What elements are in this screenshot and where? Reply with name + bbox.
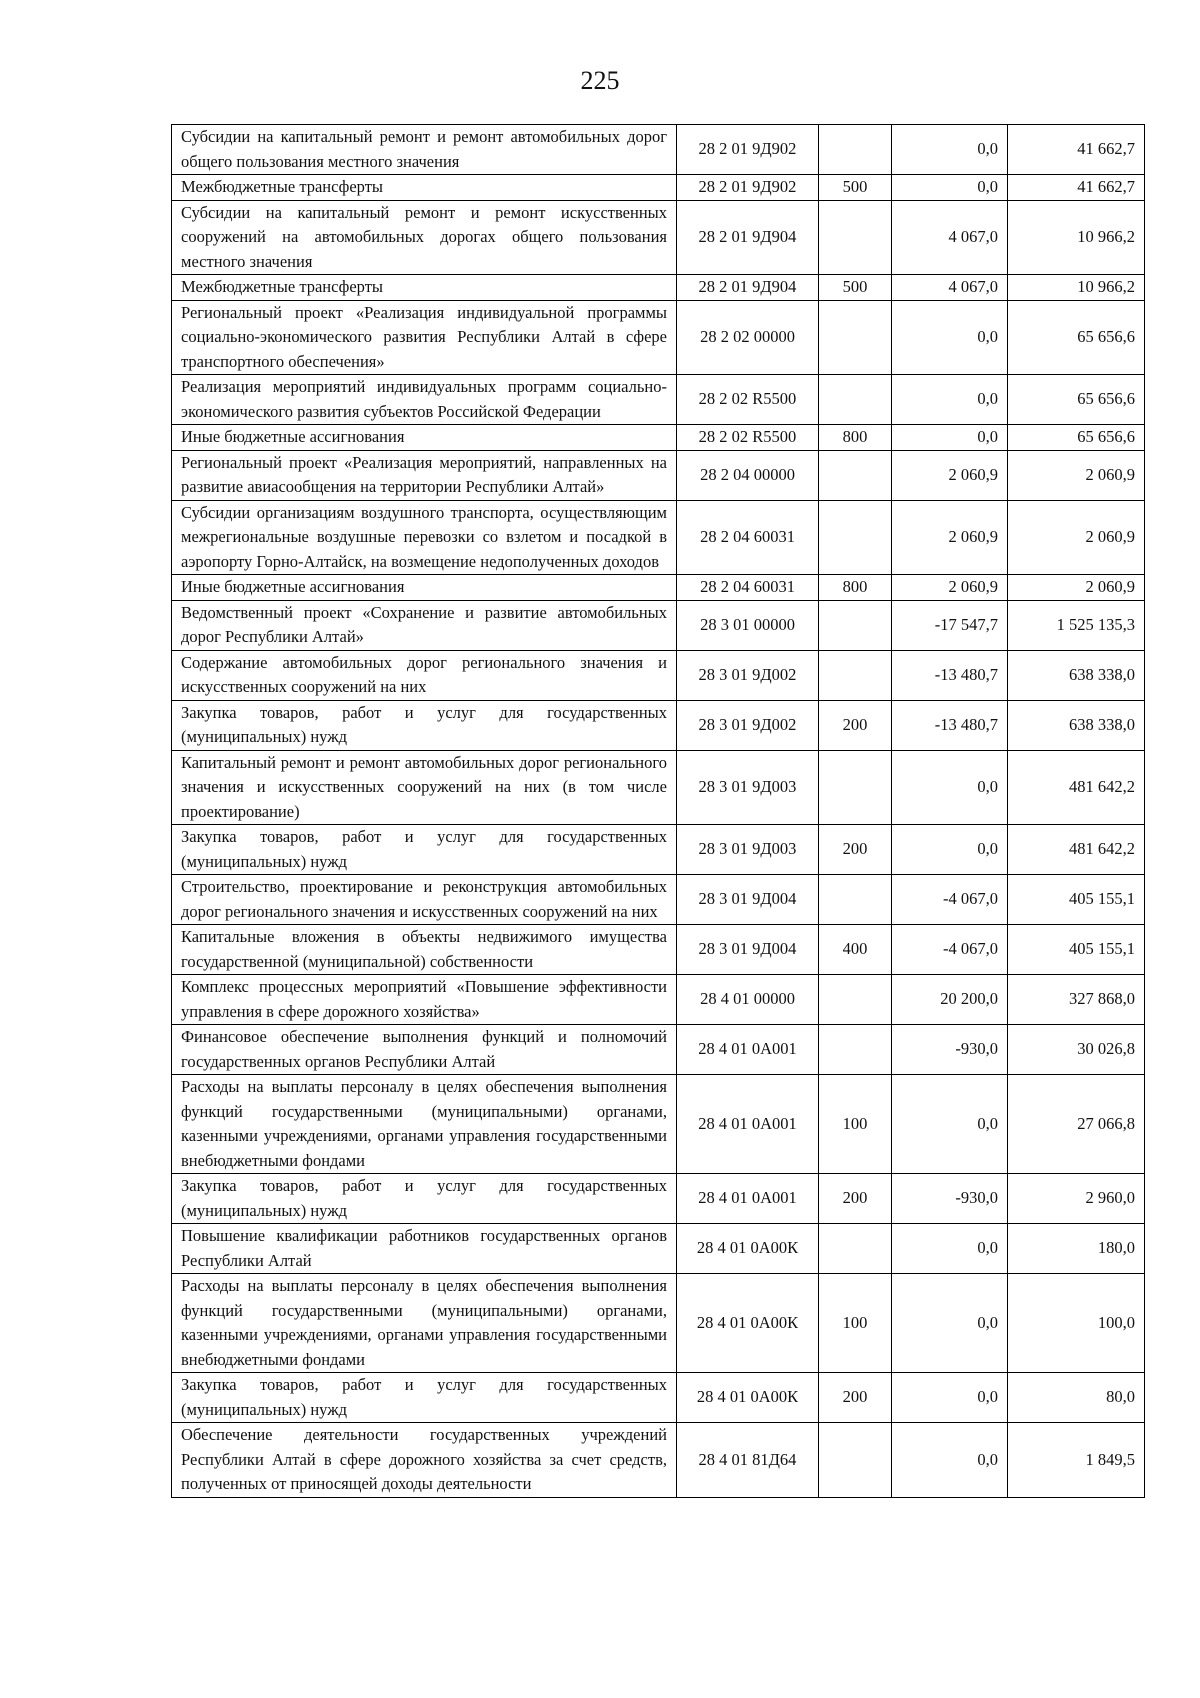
row-total-amount: 405 155,1 [1008, 925, 1145, 975]
row-name: Строительство, проектирование и реконструкция автомобильных дорог регионального значения и искусственных сооружений на них [172, 875, 677, 925]
row-total-amount: 405 155,1 [1008, 875, 1145, 925]
row-expense-type [819, 125, 892, 175]
row-name: Межбюджетные трансферты [172, 275, 677, 301]
row-change-amount: 4 067,0 [892, 275, 1008, 301]
row-expense-type [819, 600, 892, 650]
row-total-amount: 481 642,2 [1008, 825, 1145, 875]
row-name: Закупка товаров, работ и услуг для государственных (муниципальных) нужд [172, 700, 677, 750]
row-name: Региональный проект «Реализация индивидуальной программы социально-экономического развития Республики Алтай в сфере транспортного обеспечения» [172, 300, 677, 375]
row-expense-type: 100 [819, 1274, 892, 1373]
row-name: Расходы на выплаты персоналу в целях обеспечения выполнения функций государственными (муниципальными) органами, казенными учреждениями, органами управления государственными внебюджетными фондами [172, 1075, 677, 1174]
row-name: Субсидии организациям воздушного транспорта, осуществляющим межрегиональные воздушные перевозки со взлетом и посадкой в аэропорту Горно-Алтайск, на возмещение недополученных доходов [172, 500, 677, 575]
row-name: Капитальные вложения в объекты недвижимого имущества государственной (муниципальной) собственности [172, 925, 677, 975]
row-expense-type: 800 [819, 425, 892, 451]
row-expense-type [819, 300, 892, 375]
table-row [172, 300, 1145, 375]
row-expense-type: 500 [819, 175, 892, 201]
row-total-amount: 41 662,7 [1008, 125, 1145, 175]
row-change-amount: 0,0 [892, 125, 1008, 175]
row-total-amount: 27 066,8 [1008, 1075, 1145, 1174]
row-code: 28 3 01 9Д003 [677, 750, 819, 825]
row-change-amount: -4 067,0 [892, 925, 1008, 975]
row-change-amount: 0,0 [892, 750, 1008, 825]
table-row [172, 375, 1145, 425]
row-name: Межбюджетные трансферты [172, 175, 677, 201]
row-code: 28 4 01 81Д64 [677, 1423, 819, 1498]
row-expense-type [819, 1025, 892, 1075]
row-name: Капитальный ремонт и ремонт автомобильных дорог регионального значения и искусственных сооружений на них (в том числе проектирование) [172, 750, 677, 825]
budget-table [171, 124, 1145, 1498]
row-name: Ведомственный проект «Сохранение и развитие автомобильных дорог Республики Алтай» [172, 600, 677, 650]
row-total-amount: 30 026,8 [1008, 1025, 1145, 1075]
row-total-amount: 100,0 [1008, 1274, 1145, 1373]
row-change-amount: 0,0 [892, 1274, 1008, 1373]
row-expense-type [819, 500, 892, 575]
row-name: Закупка товаров, работ и услуг для государственных (муниципальных) нужд [172, 1174, 677, 1224]
row-code: 28 3 01 9Д003 [677, 825, 819, 875]
row-name: Субсидии на капитальный ремонт и ремонт искусственных сооружений на автомобильных дорогах общего пользования местного значения [172, 200, 677, 275]
row-code: 28 2 02 R5500 [677, 375, 819, 425]
page-number: 225 [580, 66, 620, 95]
table-row [172, 1025, 1145, 1075]
row-expense-type: 400 [819, 925, 892, 975]
row-change-amount: 0,0 [892, 300, 1008, 375]
row-change-amount: -17 547,7 [892, 600, 1008, 650]
row-code: 28 4 01 0А001 [677, 1174, 819, 1224]
table-row [172, 975, 1145, 1025]
table-row [172, 825, 1145, 875]
row-code: 28 4 01 0А00К [677, 1373, 819, 1423]
row-code: 28 3 01 9Д002 [677, 650, 819, 700]
table-row [172, 175, 1145, 201]
row-expense-type [819, 450, 892, 500]
row-total-amount: 2 060,9 [1008, 450, 1145, 500]
row-change-amount: 0,0 [892, 1075, 1008, 1174]
row-total-amount: 10 966,2 [1008, 275, 1145, 301]
row-code: 28 2 01 9Д902 [677, 125, 819, 175]
row-name: Комплекс процессных мероприятий «Повышение эффективности управления в сфере дорожного хозяйства» [172, 975, 677, 1025]
row-total-amount: 1 849,5 [1008, 1423, 1145, 1498]
row-name: Региональный проект «Реализация мероприятий, направленных на развитие авиасообщения на территории Республики Алтай» [172, 450, 677, 500]
row-change-amount: 2 060,9 [892, 575, 1008, 601]
budget-table-body [172, 125, 1145, 1498]
row-name: Иные бюджетные ассигнования [172, 425, 677, 451]
table-row [172, 200, 1145, 275]
row-change-amount: -13 480,7 [892, 700, 1008, 750]
row-total-amount: 180,0 [1008, 1224, 1145, 1274]
table-row [172, 750, 1145, 825]
row-total-amount: 638 338,0 [1008, 700, 1145, 750]
row-code: 28 3 01 9Д004 [677, 925, 819, 975]
row-expense-type: 500 [819, 275, 892, 301]
table-row [172, 125, 1145, 175]
table-row [172, 425, 1145, 451]
row-name: Закупка товаров, работ и услуг для государственных (муниципальных) нужд [172, 825, 677, 875]
table-row [172, 500, 1145, 575]
row-change-amount: 4 067,0 [892, 200, 1008, 275]
row-change-amount: -930,0 [892, 1174, 1008, 1224]
row-code: 28 2 02 R5500 [677, 425, 819, 451]
row-code: 28 4 01 00000 [677, 975, 819, 1025]
table-row [172, 1274, 1145, 1373]
table-row [172, 925, 1145, 975]
row-expense-type [819, 1224, 892, 1274]
row-expense-type [819, 750, 892, 825]
row-name: Финансовое обеспечение выполнения функций и полномочий государственных органов Республики Алтай [172, 1025, 677, 1075]
row-expense-type [819, 875, 892, 925]
row-code: 28 4 01 0А001 [677, 1075, 819, 1174]
row-expense-type [819, 650, 892, 700]
row-total-amount: 2 060,9 [1008, 500, 1145, 575]
row-total-amount: 41 662,7 [1008, 175, 1145, 201]
row-expense-type: 100 [819, 1075, 892, 1174]
row-name: Реализация мероприятий индивидуальных программ социально-экономического развития субъектов Российской Федерации [172, 375, 677, 425]
row-name: Обеспечение деятельности государственных учреждений Республики Алтай в сфере дорожного хозяйства за счет средств, полученных от приносящей доходы деятельности [172, 1423, 677, 1498]
table-row [172, 1224, 1145, 1274]
row-name: Повышение квалификации работников государственных органов Республики Алтай [172, 1224, 677, 1274]
row-name: Субсидии на капитальный ремонт и ремонт автомобильных дорог общего пользования местного значения [172, 125, 677, 175]
row-code: 28 3 01 9Д002 [677, 700, 819, 750]
row-code: 28 2 04 00000 [677, 450, 819, 500]
row-expense-type: 200 [819, 825, 892, 875]
row-name: Иные бюджетные ассигнования [172, 575, 677, 601]
row-code: 28 2 02 00000 [677, 300, 819, 375]
row-code: 28 2 04 60031 [677, 500, 819, 575]
table-row [172, 600, 1145, 650]
row-change-amount: 0,0 [892, 1224, 1008, 1274]
row-change-amount: 0,0 [892, 425, 1008, 451]
table-row [172, 575, 1145, 601]
row-change-amount: 0,0 [892, 175, 1008, 201]
row-change-amount: 0,0 [892, 1373, 1008, 1423]
row-code: 28 4 01 0А001 [677, 1025, 819, 1075]
row-change-amount: 2 060,9 [892, 450, 1008, 500]
row-expense-type: 200 [819, 1174, 892, 1224]
row-change-amount: 2 060,9 [892, 500, 1008, 575]
row-expense-type [819, 975, 892, 1025]
row-change-amount: -13 480,7 [892, 650, 1008, 700]
table-row [172, 1373, 1145, 1423]
row-code: 28 2 01 9Д904 [677, 275, 819, 301]
row-change-amount: 0,0 [892, 1423, 1008, 1498]
table-row [172, 875, 1145, 925]
row-code: 28 2 01 9Д904 [677, 200, 819, 275]
row-total-amount: 65 656,6 [1008, 425, 1145, 451]
row-total-amount: 10 966,2 [1008, 200, 1145, 275]
table-row [172, 275, 1145, 301]
row-total-amount: 65 656,6 [1008, 375, 1145, 425]
row-expense-type: 800 [819, 575, 892, 601]
row-change-amount: 0,0 [892, 375, 1008, 425]
row-total-amount: 481 642,2 [1008, 750, 1145, 825]
table-row [172, 1075, 1145, 1174]
row-change-amount: 20 200,0 [892, 975, 1008, 1025]
table-row [172, 450, 1145, 500]
table-row [172, 650, 1145, 700]
row-change-amount: -930,0 [892, 1025, 1008, 1075]
table-row [172, 700, 1145, 750]
row-total-amount: 1 525 135,3 [1008, 600, 1145, 650]
table-row [172, 1423, 1145, 1498]
row-total-amount: 80,0 [1008, 1373, 1145, 1423]
row-code: 28 4 01 0А00К [677, 1274, 819, 1373]
row-total-amount: 327 868,0 [1008, 975, 1145, 1025]
row-code: 28 4 01 0А00К [677, 1224, 819, 1274]
table-row [172, 1174, 1145, 1224]
row-expense-type [819, 375, 892, 425]
row-change-amount: -4 067,0 [892, 875, 1008, 925]
row-total-amount: 638 338,0 [1008, 650, 1145, 700]
row-total-amount: 65 656,6 [1008, 300, 1145, 375]
row-name: Закупка товаров, работ и услуг для государственных (муниципальных) нужд [172, 1373, 677, 1423]
row-expense-type: 200 [819, 700, 892, 750]
row-expense-type [819, 200, 892, 275]
row-code: 28 2 01 9Д902 [677, 175, 819, 201]
row-expense-type [819, 1423, 892, 1498]
row-change-amount: 0,0 [892, 825, 1008, 875]
row-code: 28 3 01 9Д004 [677, 875, 819, 925]
row-total-amount: 2 960,0 [1008, 1174, 1145, 1224]
row-name: Расходы на выплаты персоналу в целях обеспечения выполнения функций государственными (муниципальными) органами, казенными учреждениями, органами управления государственными внебюджетными фондами [172, 1274, 677, 1373]
row-code: 28 2 04 60031 [677, 575, 819, 601]
row-expense-type: 200 [819, 1373, 892, 1423]
row-name: Содержание автомобильных дорог регионального значения и искусственных сооружений на них [172, 650, 677, 700]
row-total-amount: 2 060,9 [1008, 575, 1145, 601]
row-code: 28 3 01 00000 [677, 600, 819, 650]
